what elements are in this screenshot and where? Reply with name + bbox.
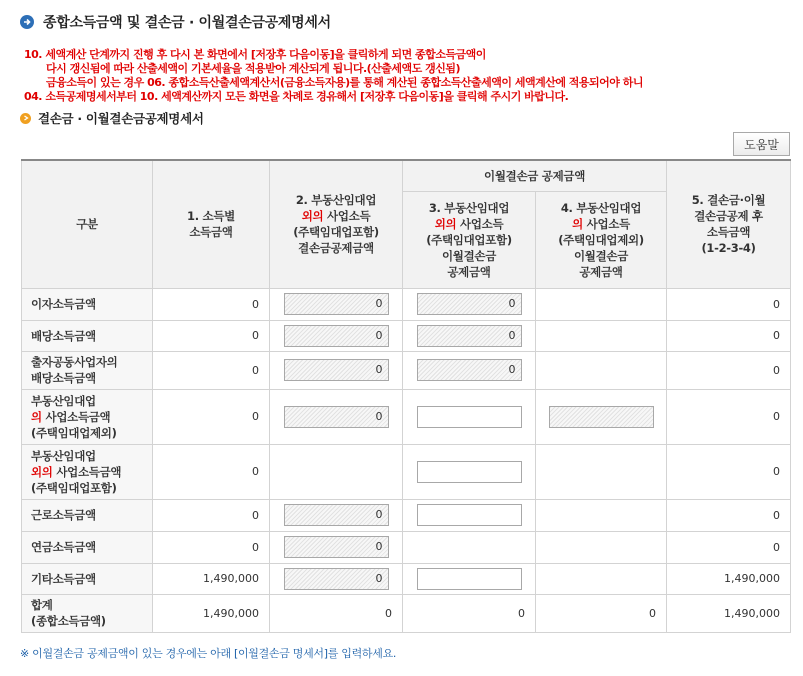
deficit-deduction-field: 0 bbox=[284, 504, 389, 526]
row-label: 배당소득금액 bbox=[22, 320, 153, 351]
table-row bbox=[22, 351, 791, 389]
row-label: 부동산임대업 의 사업소득금액 (주택임대업제외) bbox=[22, 389, 153, 444]
income-amount: 0 bbox=[153, 320, 270, 351]
carryover-rental-cell bbox=[536, 563, 667, 594]
row-label: 합계 (종합소득금액) bbox=[22, 594, 153, 632]
carryover-non-rental-input[interactable] bbox=[417, 504, 522, 526]
deficit-deduction-field: 0 bbox=[284, 406, 389, 428]
header-income-amount: 1. 소득별 소득금액 bbox=[153, 160, 270, 288]
carryover-non-rental-input[interactable] bbox=[417, 461, 522, 483]
deficit-deduction-field: 0 bbox=[284, 536, 389, 558]
help-button[interactable]: 도움말 bbox=[733, 132, 790, 156]
income-after-deduction: 0 bbox=[667, 288, 791, 320]
page-header bbox=[20, 12, 331, 32]
income-after-deduction: 1,490,000 bbox=[667, 563, 791, 594]
income-amount: 0 bbox=[153, 288, 270, 320]
carryover-rental-cell bbox=[536, 499, 667, 531]
income-amount: 0 bbox=[153, 444, 270, 499]
income-amount: 1,490,000 bbox=[153, 563, 270, 594]
row-label: 부동산임대업 외의 사업소득금액 (주택임대업포함) bbox=[22, 444, 153, 499]
arrow-right-circle-icon bbox=[20, 15, 34, 29]
carryover-non-rental-field: 0 bbox=[417, 325, 522, 347]
table-row bbox=[22, 499, 791, 531]
total-deficit-deduction: 0 bbox=[270, 594, 403, 632]
carryover-non-rental-field: 0 bbox=[417, 359, 522, 381]
table-row bbox=[22, 389, 791, 444]
income-amount: 0 bbox=[153, 389, 270, 444]
row-label: 기타소득금액 bbox=[22, 563, 153, 594]
income-after-deduction: 0 bbox=[667, 320, 791, 351]
table-row-total bbox=[22, 594, 791, 632]
notice-box bbox=[24, 48, 794, 104]
deficit-deduction-cell bbox=[270, 444, 403, 499]
carryover-rental-cell bbox=[536, 444, 667, 499]
income-after-deduction: 0 bbox=[667, 444, 791, 499]
header-carryover-non-rental: 3. 부동산임대업 외의 사업소득 (주택임대업포함) 이월결손금 공제금액 bbox=[403, 191, 536, 288]
carryover-non-rental-input[interactable] bbox=[417, 568, 522, 590]
carryover-rental-field bbox=[549, 406, 654, 428]
total-carryover-rental: 0 bbox=[536, 594, 667, 632]
deficit-deduction-field: 0 bbox=[284, 568, 389, 590]
deficit-deduction-field: 0 bbox=[284, 293, 389, 315]
income-after-deduction: 0 bbox=[667, 499, 791, 531]
carryover-non-rental-field: 0 bbox=[417, 293, 522, 315]
income-amount: 0 bbox=[153, 531, 270, 563]
total-carryover-non-rental: 0 bbox=[403, 594, 536, 632]
row-label: 연금소득금액 bbox=[22, 531, 153, 563]
row-label: 이자소득금액 bbox=[22, 288, 153, 320]
income-after-deduction: 0 bbox=[667, 351, 791, 389]
header-carryover-rental: 4. 부동산임대업 의 사업소득 (주택임대업제외) 이월결손금 공제금액 bbox=[536, 191, 667, 288]
total-income-amount: 1,490,000 bbox=[153, 594, 270, 632]
header-carryover-group: 이월결손금 공제금액 bbox=[403, 160, 667, 191]
header-income-after-deduction: 5. 결손금·이월 결손금공제 후 소득금액 (1-2-3-4) bbox=[667, 160, 791, 288]
carryover-rental-cell bbox=[536, 351, 667, 389]
header-deficit-deduction: 2. 부동산임대업 외의 사업소득 (주택임대업포함) 결손금공제금액 bbox=[270, 160, 403, 288]
table-row bbox=[22, 288, 791, 320]
deficit-table bbox=[21, 159, 791, 633]
deficit-deduction-field: 0 bbox=[284, 325, 389, 347]
page-title: 종합소득금액 및 결손금 · 이월결손금공제명세서 bbox=[43, 15, 331, 31]
header-category: 구분 bbox=[22, 160, 153, 288]
table-row bbox=[22, 563, 791, 594]
notice-line: 금융소득이 있는 경우 06. 종합소득산출세액계산서(금융소득자용)를 통해 계산된 종합소득산출세액이 세액계산에 적용되어야 하니 bbox=[46, 76, 644, 89]
carryover-rental-cell bbox=[536, 288, 667, 320]
row-label: 출자공동사업자의 배당소득금액 bbox=[22, 351, 153, 389]
income-after-deduction: 0 bbox=[667, 389, 791, 444]
notice-line: 10. 세액계산 단계까지 진행 후 다시 본 화면에서 [저장후 다음이동]을 클릭하게 되면 종합소득금액이 bbox=[24, 48, 486, 61]
carryover-non-rental-cell bbox=[403, 531, 536, 563]
table-row bbox=[22, 320, 791, 351]
carryover-rental-cell bbox=[536, 320, 667, 351]
row-label: 근로소득금액 bbox=[22, 499, 153, 531]
carryover-non-rental-input[interactable] bbox=[417, 406, 522, 428]
carryover-rental-cell bbox=[536, 531, 667, 563]
section-title: 결손금 · 이월결손금공제명세서 bbox=[38, 111, 204, 126]
table-row bbox=[22, 531, 791, 563]
table-row bbox=[22, 444, 791, 499]
bullet-circle-icon bbox=[20, 113, 31, 124]
section-header bbox=[20, 110, 204, 126]
income-after-deduction: 0 bbox=[667, 531, 791, 563]
footnote: ※ 이월결손금 공제금액이 있는 경우에는 아래 [이월결손금 명세서]를 입력하세요. bbox=[20, 647, 397, 660]
total-income-after-deduction: 1,490,000 bbox=[667, 594, 791, 632]
income-amount: 0 bbox=[153, 499, 270, 531]
notice-line: 04. 소득공제명세서부터 10. 세액계산까지 모든 화면을 차례로 경유해서 [저장후 다음이동]을 클릭해 주시기 바랍니다. bbox=[24, 90, 569, 103]
income-amount: 0 bbox=[153, 351, 270, 389]
deficit-deduction-field: 0 bbox=[284, 359, 389, 381]
notice-line: 다시 갱신됨에 따라 산출세액이 기본세율을 적용받아 계산되게 됩니다.(산출세액도 갱신됨) bbox=[46, 62, 461, 75]
